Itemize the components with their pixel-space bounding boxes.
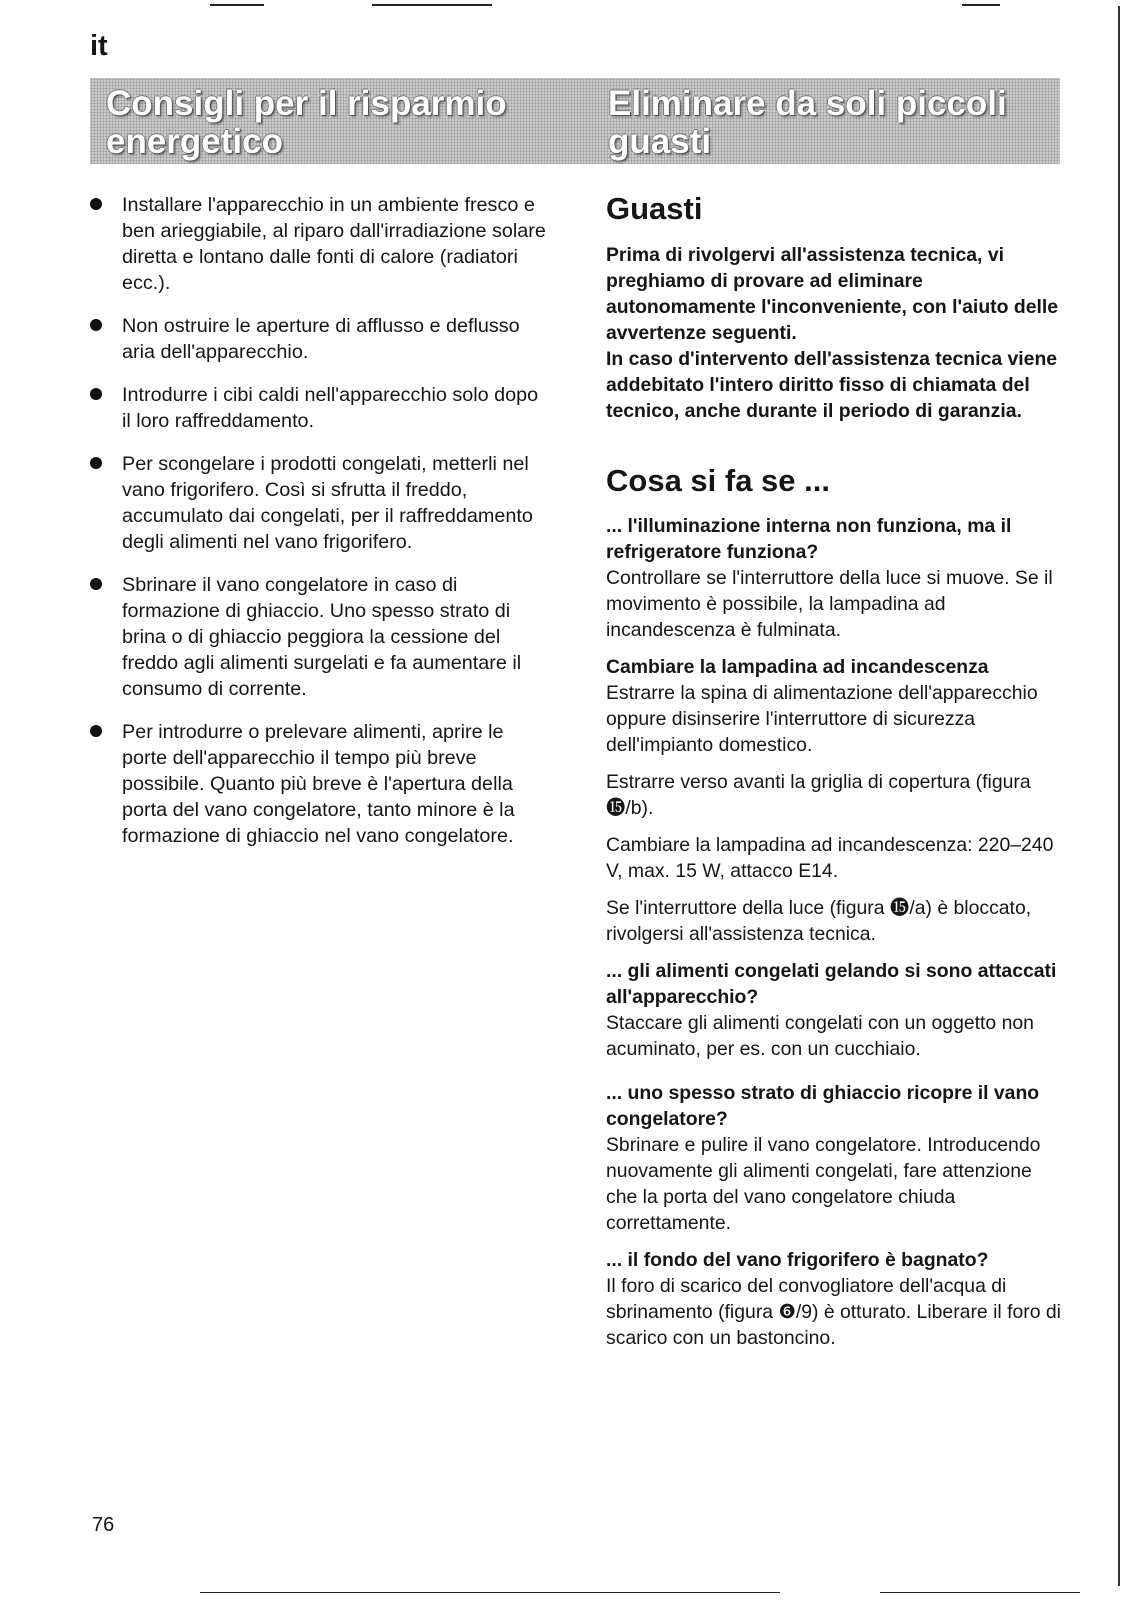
fault-answer: Il foro di scarico del convogliatore dell'acqua di sbrinamento (figura ❻/9) è otturato. Liberare il foro di scarico con un bastoncino. [606, 1275, 1061, 1349]
bullet-icon [90, 319, 102, 331]
language-code: it [90, 30, 108, 62]
fault-frozen-food [606, 958, 1066, 1062]
right-section-banner [552, 78, 1060, 164]
fault-wet-floor [606, 1247, 1066, 1351]
list-item [90, 192, 550, 296]
bullet-icon [90, 457, 102, 469]
fault-ice-layer [606, 1080, 1066, 1236]
fault-question: ... gli alimenti congelati gelando si sono attaccati all'apparecchio? [606, 960, 1057, 1008]
left-section-heading: Consigli per il risparmio energetico [106, 84, 507, 161]
bullet-icon [90, 198, 102, 210]
tip-text: Sbrinare il vano congelatore in caso di formazione di ghiaccio. Uno spesso strato di brina o di ghiaccio peggiora la cessione del freddo agli alimenti surgelati e fa aumentare il consumo di corrente. [122, 574, 522, 700]
tip-text: Per introdurre o prelevare alimenti, aprire le porte dell'apparecchio il tempo più breve possibile. Quanto più breve è l'apertura della porta del vano congelatore, tanto minore è la formazione di ghiaccio nel vano congelatore. [122, 721, 515, 847]
fault-question: ... uno spesso strato di ghiaccio ricopre il vano congelatore? [606, 1082, 1040, 1130]
fault-answer: Sbrinare e pulire il vano congelatore. Introducendo nuovamente gli alimenti congelati, fare attenzione che la porta del vano congelatore chiuda correttamente. [606, 1134, 1041, 1234]
list-item [90, 719, 550, 849]
fault-question: ... l'illuminazione interna non funziona, ma il refrigeratore funziona? [606, 515, 1012, 563]
fault-lighting [606, 513, 1066, 643]
tip-text: Introdurre i cibi caldi nell'apparecchio solo dopo il loro raffreddamento. [122, 384, 539, 432]
troubleshooting-column [606, 190, 1066, 1362]
tip-text: Installare l'apparecchio in un ambiente fresco e ben arieggiabile, al riparo dall'irradiazione solare diretta e lontano dalle fonti di calore (radiatori ecc.). [122, 194, 546, 294]
list-item [90, 451, 550, 555]
tip-text: Per scongelare i prodotti congelati, metterli nel vano frigorifero. Così si sfrutta il freddo, accumulato dai congelati, per il raffreddamento degli alimenti nel vano frigorifero. [122, 453, 533, 553]
paragraph: Estrarre verso avanti la griglia di copertura (figura ⓯/b). [606, 771, 1031, 819]
guasti-title: Guasti [606, 191, 703, 226]
tip-text: Non ostruire le aperture di afflusso e deflusso aria dell'apparecchio. [122, 315, 520, 363]
fault-bulb-change [606, 654, 1066, 947]
list-item [90, 572, 550, 702]
intro-paragraph-1: Prima di rivolgervi all'assistenza tecnica, vi preghiamo di provare ad eliminare autonomamente l'inconveniente, con l'aiuto delle avvertenze seguenti. [606, 244, 1059, 344]
fault-question: ... il fondo del vano frigorifero è bagnato? [606, 1249, 989, 1271]
right-edge-rule [1118, 6, 1120, 1586]
fault-answer: Controllare se l'interruttore della luce si muove. Se il movimento è possibile, la lampadina ad incandescenza è fulminata. [606, 567, 1053, 641]
bullet-icon [90, 725, 102, 737]
cosa-title: Cosa si fa se ... [606, 463, 830, 498]
intro-paragraph-2: In caso d'intervento dell'assistenza tecnica viene addebitato l'intero diritto fisso di chiamata del tecnico, anche durante il periodo di garanzia. [606, 348, 1058, 422]
top-rule [372, 4, 492, 6]
top-rule [210, 4, 264, 6]
paragraph: Se l'interruttore della luce (figura ⓯/a) è bloccato, rivolgersi all'assistenza tecnica. [606, 897, 1032, 945]
page-number: 76 [92, 1514, 115, 1536]
bottom-rule [200, 1592, 780, 1593]
bullet-icon [90, 388, 102, 400]
left-section-banner [90, 78, 552, 164]
right-section-heading: Eliminare da soli piccoli guasti [608, 84, 1007, 161]
bottom-rule [880, 1592, 1080, 1593]
paragraph: Estrarre la spina di alimentazione dell'apparecchio oppure disinserire l'interruttore di sicurezza dell'impianto domestico. [606, 682, 1038, 756]
bullet-icon [90, 578, 102, 590]
list-item [90, 382, 550, 434]
energy-tips-list [90, 192, 550, 866]
list-item [90, 313, 550, 365]
paragraph: Cambiare la lampadina ad incandescenza: 220–240 V, max. 15 W, attacco E14. [606, 834, 1054, 882]
top-rule [962, 4, 1000, 6]
fault-answer: Staccare gli alimenti congelati con un oggetto non acuminato, per es. con un cucchiaio. [606, 1012, 1034, 1060]
subheading: Cambiare la lampadina ad incandescenza [606, 656, 989, 678]
